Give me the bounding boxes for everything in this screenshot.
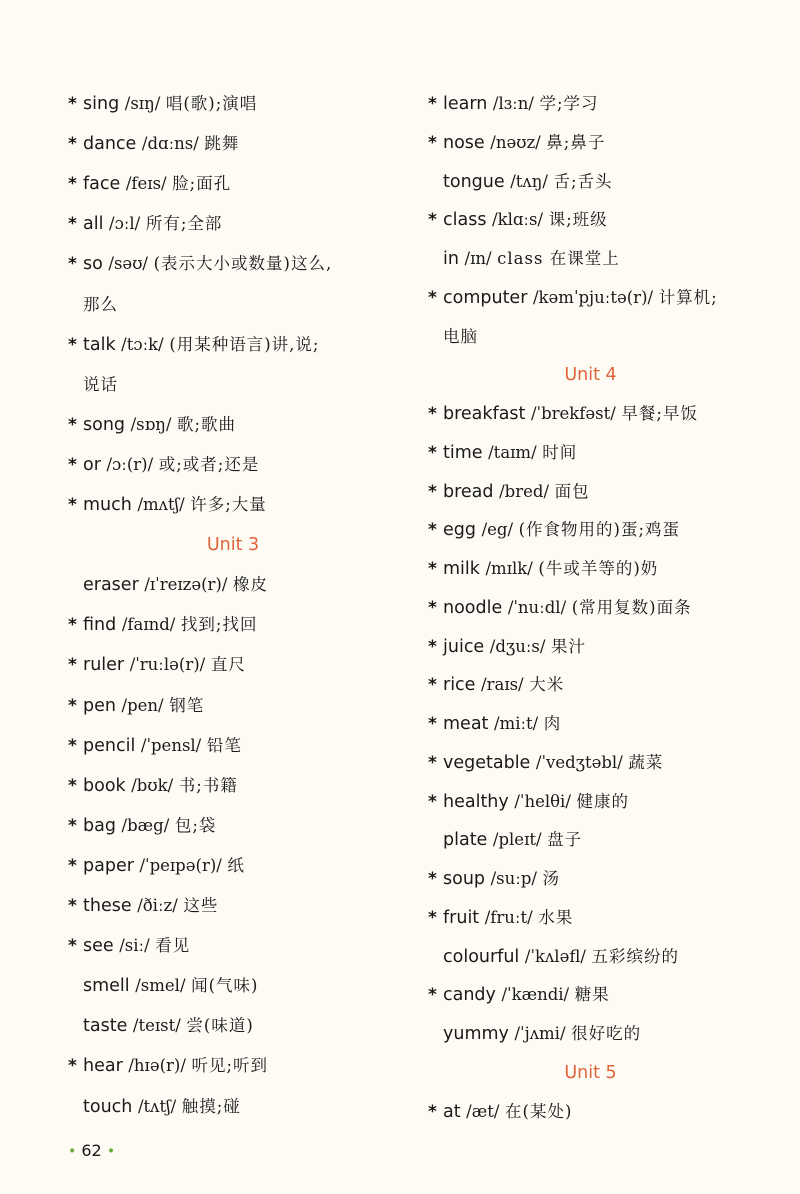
vocab-entry	[68, 653, 246, 677]
vocab-word: these	[83, 896, 132, 916]
vocab-word: candy	[443, 985, 496, 1006]
vocab-entry	[68, 373, 118, 397]
chinese-meaning: 所有;全部	[145, 214, 223, 234]
vocab-entry	[68, 293, 118, 317]
vocab-entry	[68, 774, 238, 798]
required-mark: *	[428, 985, 437, 1006]
required-mark: *	[68, 855, 77, 876]
chinese-meaning: 铅笔	[206, 735, 242, 755]
chinese-meaning: 直尺	[210, 655, 246, 675]
phonetic-transcription: /dʒuːs/	[489, 636, 546, 656]
chinese-meaning: (表示大小或数量)这么,	[153, 254, 333, 274]
vocab-entry	[68, 92, 257, 116]
vocab-word: face	[83, 174, 121, 195]
page-footer	[68, 1140, 115, 1163]
vocab-word: class	[443, 210, 487, 231]
vocab-word: in	[443, 249, 459, 269]
vocab-entry	[428, 673, 564, 697]
vocab-entry	[68, 934, 190, 958]
vocab-entry	[68, 613, 257, 637]
vocab-word: plate	[443, 830, 488, 851]
vocab-word: breakfast	[443, 404, 526, 424]
required-mark: *	[68, 775, 77, 796]
phonetic-transcription: /sɒŋ/	[130, 414, 172, 434]
vocab-entry	[428, 867, 560, 891]
chinese-meaning: 触摸;碰	[181, 1096, 241, 1116]
vocab-entry	[428, 441, 577, 465]
required-mark: *	[428, 442, 437, 463]
phonetic-transcription: /hɪə(r)/	[128, 1056, 186, 1076]
unit-heading: Unit 5	[564, 1062, 617, 1083]
chinese-meaning: 尝(味道)	[186, 1016, 254, 1036]
chinese-meaning: 很好吃的	[571, 1024, 642, 1043]
page-number: 62	[81, 1141, 102, 1160]
vocab-entry	[68, 974, 258, 998]
required-mark: *	[428, 907, 437, 928]
chinese-meaning: (常用复数)面条	[571, 597, 692, 617]
chinese-meaning: 许多;大量	[190, 495, 267, 514]
phonetic-transcription: /klɑːs/	[492, 210, 544, 230]
chinese-meaning: 水果	[538, 907, 574, 927]
vocab-entry	[68, 212, 222, 236]
required-mark: *	[428, 869, 437, 889]
chinese-meaning: 看见	[155, 936, 191, 956]
vocab-word: egg	[443, 520, 476, 541]
required-mark: *	[68, 414, 77, 435]
phonetic-transcription: /ˈkændi/	[501, 985, 570, 1005]
required-mark: *	[68, 134, 77, 155]
vocab-entry	[68, 694, 204, 718]
vocab-entry	[428, 92, 599, 116]
chinese-meaning: (作食物用的)蛋;鸡蛋	[518, 520, 681, 540]
phonetic-transcription: /kəmˈpjuːtə(r)/	[532, 287, 654, 307]
required-mark: *	[68, 655, 77, 676]
phonetic-transcription: /ˈkʌləfl/	[524, 946, 586, 966]
phonetic-transcription: /siː/	[119, 936, 150, 956]
vocab-entry	[428, 557, 658, 581]
vocab-word: fruit	[443, 907, 480, 928]
chinese-meaning: 大米	[529, 675, 565, 695]
chinese-meaning: 健康的	[576, 791, 629, 811]
chinese-meaning: 面包	[554, 481, 590, 501]
vocab-entry	[428, 480, 590, 504]
vocab-entry	[68, 1014, 254, 1038]
chinese-meaning: 时间	[542, 442, 578, 462]
vocab-entry	[428, 247, 620, 271]
chinese-meaning: 闻(气味)	[191, 976, 259, 996]
required-mark: *	[68, 735, 77, 756]
chinese-meaning: 找到;找回	[180, 615, 258, 635]
phonetic-transcription: /taɪm/	[488, 442, 537, 462]
phonetic-transcription: /pleɪt/	[492, 830, 542, 850]
vocab-entry	[428, 906, 573, 930]
required-mark: *	[428, 404, 437, 424]
chinese-meaning: 鼻;鼻子	[546, 132, 606, 152]
chinese-meaning: 肉	[543, 714, 562, 733]
required-mark: *	[428, 636, 437, 657]
required-mark: *	[428, 714, 437, 734]
phonetic-transcription: /lɜːn/	[492, 94, 534, 113]
chinese-meaning: 歌;歌曲	[176, 414, 237, 434]
vocab-word: soup	[443, 869, 486, 889]
required-mark: *	[68, 936, 77, 957]
phonetic-transcription: /faɪnd/	[121, 615, 176, 635]
bullet-dot-icon: •	[68, 1143, 77, 1160]
required-mark: *	[428, 559, 437, 579]
required-mark: *	[428, 132, 437, 153]
phonetic-transcription: /ɪˈreɪzə(r)/	[144, 575, 228, 595]
phonetic-transcription: /suːp/	[490, 869, 537, 888]
phonetic-transcription: /ˈnuːdl/	[507, 597, 567, 617]
phonetic-transcription: /tʌtʃ/	[137, 1096, 177, 1116]
phonetic-transcription: /nəʊz/	[490, 132, 541, 152]
vocab-entry	[428, 1022, 641, 1046]
phonetic-transcription: /ɔːl/	[109, 214, 141, 234]
chinese-meaning: (牛或羊等的)奶	[538, 559, 659, 578]
phonetic-transcription: /tɔːk/	[121, 334, 164, 354]
phonetic-transcription: /ˈbrekfəst/	[531, 404, 616, 423]
vocab-word: vegetable	[443, 752, 531, 773]
chinese-meaning: 学;学习	[539, 94, 599, 113]
vocab-word: see	[83, 936, 114, 957]
vocab-word: time	[443, 442, 483, 463]
vocab-word: yummy	[443, 1024, 509, 1044]
vocab-entry	[68, 573, 268, 597]
required-mark: *	[428, 94, 437, 114]
phonetic-transcription: /dɑːns/	[141, 134, 199, 154]
phonetic-transcription: /smel/	[135, 976, 186, 996]
vocab-entry	[428, 751, 663, 775]
vocab-entry	[428, 828, 582, 852]
chinese-meaning: 那么	[83, 294, 118, 314]
vocab-word: song	[83, 414, 126, 435]
phonetic-transcription: /ˈruːlə(r)/	[129, 655, 206, 675]
vocab-entry	[68, 1054, 268, 1078]
vocab-word: rice	[443, 675, 476, 696]
vocab-entry	[68, 333, 320, 357]
chinese-meaning: 蔬菜	[628, 752, 664, 772]
vocab-entry	[68, 734, 242, 758]
vocab-entry	[428, 1100, 572, 1124]
chinese-meaning: 糖果	[574, 985, 610, 1005]
chinese-meaning: 听见;听到	[191, 1056, 269, 1076]
phonetic-transcription: /tʌŋ/	[510, 171, 548, 191]
vocab-word: colourful	[443, 946, 520, 967]
unit-heading: Unit 3	[206, 535, 260, 556]
vocab-word: pencil	[83, 735, 136, 756]
chinese-meaning: 包;袋	[174, 815, 217, 835]
vocab-word: book	[83, 775, 126, 796]
phonetic-transcription: /səʊ/	[108, 254, 148, 274]
required-mark: *	[68, 454, 77, 475]
required-mark: *	[68, 174, 77, 195]
required-mark: *	[68, 1056, 77, 1077]
phonetic-transcription: /miːt/	[493, 714, 539, 733]
phonetic-transcription: /ˈpensl/	[140, 735, 202, 755]
vocab-entry	[428, 945, 679, 969]
vocab-word: or	[83, 454, 101, 475]
vocab-entry	[428, 518, 680, 542]
phonetic-transcription: /ˈjʌmi/	[514, 1024, 566, 1043]
vocab-word: nose	[443, 132, 485, 153]
vocab-word: all	[83, 214, 104, 235]
vocab-word: much	[83, 495, 132, 515]
phonetic-transcription: /bred/	[499, 481, 550, 501]
chinese-meaning: 计算机;	[658, 287, 718, 307]
chinese-meaning: 橡皮	[233, 575, 269, 595]
vocab-word: noodle	[443, 597, 503, 618]
required-mark: *	[428, 791, 437, 812]
vocab-word: bag	[83, 815, 116, 836]
phonetic-transcription: /mʌtʃ/	[137, 495, 185, 514]
phonetic-transcription: /fruːt/	[484, 907, 533, 927]
phonetic-transcription: /mɪlk/	[485, 559, 533, 578]
required-mark: *	[68, 214, 77, 235]
phonetic-transcription: /ˈvedʒtəbl/	[535, 752, 623, 772]
vocab-entry	[68, 172, 231, 196]
chinese-meaning: class 在课堂上	[497, 249, 620, 268]
required-mark: *	[68, 896, 77, 916]
vocab-entry	[68, 453, 259, 477]
vocab-word: dance	[83, 134, 137, 155]
chinese-meaning: 汤	[542, 869, 561, 888]
phonetic-transcription: /ˈpeɪpə(r)/	[139, 855, 222, 875]
chinese-meaning: 或;或者;还是	[158, 454, 260, 474]
vocab-entry	[428, 325, 478, 349]
vocab-entry	[68, 894, 218, 918]
phonetic-transcription: /pen/	[121, 695, 164, 715]
required-mark: *	[68, 815, 77, 836]
vocab-word: sing	[83, 94, 120, 114]
unit-heading: Unit 4	[564, 365, 617, 386]
chinese-meaning: 舌;舌头	[553, 171, 613, 191]
vocab-word: ruler	[83, 655, 125, 676]
required-mark: *	[68, 495, 77, 515]
phonetic-transcription: /teɪst/	[132, 1016, 181, 1036]
vocab-entry	[428, 208, 608, 232]
phonetic-transcription: /bæg/	[121, 815, 170, 835]
vocab-entry	[428, 712, 561, 736]
vocab-word: touch	[83, 1096, 133, 1117]
chinese-meaning: 在(某处)	[505, 1101, 573, 1121]
required-mark: *	[428, 210, 437, 231]
vocab-word: talk	[83, 334, 116, 355]
vocab-entry	[428, 170, 613, 194]
vocab-entry	[68, 132, 239, 156]
vocab-word: at	[443, 1101, 461, 1122]
chinese-meaning: 纸	[227, 855, 245, 875]
phonetic-transcription: /raɪs/	[481, 675, 524, 695]
vocab-word: meat	[443, 714, 489, 734]
chinese-meaning: 盘子	[547, 830, 583, 850]
vocab-word: tongue	[443, 171, 505, 192]
required-mark: *	[68, 695, 77, 716]
phonetic-transcription: /ɔː(r)/	[106, 454, 154, 474]
chinese-meaning: 跳舞	[204, 134, 240, 154]
vocab-word: juice	[443, 636, 485, 657]
vocab-entry	[428, 402, 698, 426]
required-mark: *	[428, 287, 437, 308]
required-mark: *	[428, 597, 437, 618]
required-mark: *	[428, 481, 437, 502]
chinese-meaning: 早餐;早饭	[621, 404, 698, 423]
vocab-entry	[68, 814, 216, 838]
vocab-word: bread	[443, 481, 494, 502]
chinese-meaning: 说话	[83, 374, 118, 394]
vocab-word: smell	[83, 976, 130, 997]
vocab-entry	[428, 983, 610, 1007]
vocab-entry	[68, 252, 332, 276]
chinese-meaning: 脸;面孔	[172, 174, 232, 194]
required-mark: *	[68, 94, 77, 114]
vocab-entry	[428, 596, 692, 620]
phonetic-transcription: /sɪŋ/	[124, 94, 161, 113]
chinese-meaning: 唱(歌);演唱	[165, 94, 258, 113]
phonetic-transcription: /æt/	[466, 1101, 500, 1121]
vocab-word: eraser	[83, 575, 139, 596]
vocab-word: so	[83, 254, 103, 275]
phonetic-transcription: /eg/	[481, 520, 514, 540]
required-mark: *	[428, 1101, 437, 1122]
vocab-word: healthy	[443, 791, 509, 812]
required-mark: *	[428, 675, 437, 696]
phonetic-transcription: /bʊk/	[131, 775, 174, 795]
vocab-word: paper	[83, 855, 134, 876]
chinese-meaning: 这些	[183, 896, 219, 915]
required-mark: *	[68, 254, 77, 275]
vocab-word: taste	[83, 1016, 128, 1037]
chinese-meaning: 果汁	[551, 636, 587, 656]
vocab-word: find	[83, 615, 117, 636]
vocab-entry	[428, 635, 586, 659]
phonetic-transcription: /ðiːz/	[137, 896, 178, 915]
vocab-word: learn	[443, 94, 488, 114]
phonetic-transcription: /ˈhelθi/	[514, 791, 571, 811]
vocab-entry	[428, 131, 605, 155]
required-mark: *	[68, 334, 77, 355]
vocab-word: milk	[443, 559, 480, 579]
required-mark: *	[68, 615, 77, 636]
required-mark: *	[428, 520, 437, 541]
phonetic-transcription: /ɪn/	[464, 249, 492, 268]
chinese-meaning: 钢笔	[169, 695, 205, 715]
vocab-word: computer	[443, 287, 528, 308]
chinese-meaning: 五彩缤纷的	[591, 946, 679, 966]
required-mark: *	[428, 752, 437, 773]
vocab-entry	[428, 790, 629, 814]
vocab-entry	[68, 1095, 241, 1119]
chinese-meaning: 书;书籍	[178, 775, 238, 795]
bullet-dot-icon: •	[106, 1143, 116, 1160]
vocab-word: pen	[83, 695, 116, 716]
vocab-word: hear	[83, 1056, 123, 1077]
chinese-meaning: 课;班级	[548, 210, 608, 230]
vocab-entry	[428, 286, 718, 310]
phonetic-transcription: /feɪs/	[125, 174, 167, 194]
chinese-meaning: 电脑	[443, 326, 478, 346]
chinese-meaning: (用某种语言)讲,说;	[169, 334, 320, 354]
vocab-entry	[68, 413, 236, 437]
vocab-entry	[68, 854, 245, 878]
vocab-entry	[68, 493, 267, 517]
